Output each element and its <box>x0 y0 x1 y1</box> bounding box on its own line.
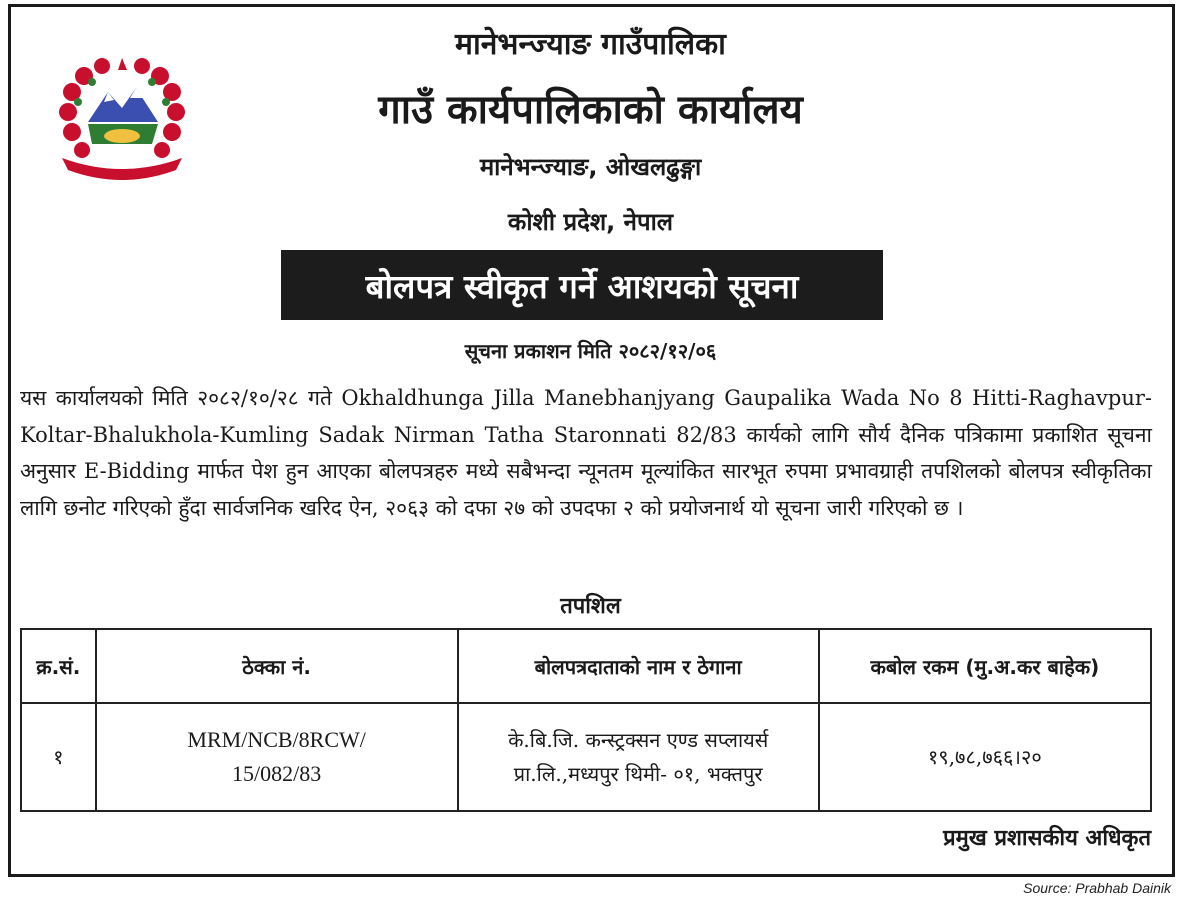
source-credit: Source: Prabhab Dainik <box>1023 880 1171 896</box>
cell-serial: १ <box>21 703 96 811</box>
office-name: गाउँ कार्यपालिकाको कार्यालय <box>378 87 803 133</box>
bidder-line-1: के.बि.जि. कन्स्ट्रक्सन एण्ड सप्लायर्स <box>508 728 769 752</box>
contract-line-2: 15/082/83 <box>232 761 322 786</box>
bid-schedule-table <box>20 628 1152 812</box>
col-contract-header: ठेक्का नं. <box>96 629 458 703</box>
bidder-line-2: प्रा.लि.,मध्यपुर थिमी- ०१, भक्तपुर <box>513 762 763 786</box>
table-header-row <box>21 629 1151 703</box>
notice-title: बोलपत्र स्वीकृत गर्ने आशयको सूचना <box>281 250 883 320</box>
province-country: कोशी प्रदेश, नेपाल <box>507 208 674 236</box>
publication-date: सूचना प्रकाशन मिति २०८२/१२/०६ <box>464 339 717 363</box>
cell-bidder <box>458 703 819 811</box>
contract-line-1: MRM/NCB/8RCW/ <box>187 727 366 752</box>
col-amount-header: कबोल रकम (मु.अ.कर बाहेक) <box>819 629 1151 703</box>
table-row <box>21 703 1151 811</box>
municipality-name: मानेभन्ज्याङ गाउँपालिका <box>455 27 726 62</box>
schedule-heading: तपशिल <box>560 594 621 619</box>
cell-amount: १९,७८,७६६।२० <box>819 703 1151 811</box>
col-serial-header: क्र.सं. <box>21 629 96 703</box>
office-address: मानेभन्ज्याङ, ओखलढुङ्गा <box>479 153 702 181</box>
signatory-title: प्रमुख प्रशासकीय अधिकृत <box>943 826 1151 851</box>
col-bidder-header: बोलपत्रदाताको नाम र ठेगाना <box>458 629 819 703</box>
cell-contract <box>96 703 458 811</box>
notice-body: यस कार्यालयको मिति २०८२/१०/२८ गते Okhaldhunga Jilla Manebhanjyang Gaupalika Wada No 8 Hitti-Raghavpur-Koltar-Bhalukhola-Kumling Sadak Nirman Tatha Staronnati 82/83 कार्यको लागि सौर्य दैनिक पत्रिकामा प्रकाशित सूचना अनुसार E-Bidding मार्फत पेश हुन आएका बोलपत्रहरु मध्ये सबैभन्दा न्यूनतम मूल्यांकित सारभूत रुपमा प्रभावग्राही तपशिलको बोलपत्र स्वीकृतिका लागि छनोट गरिएको हुँदा सार्वजनिक खरिद ऐन, २०६३ को दफा २७ को उपदफा २ को प्रयोजनार्थ यो सूचना जारी गरिएको छ । <box>20 386 1152 520</box>
